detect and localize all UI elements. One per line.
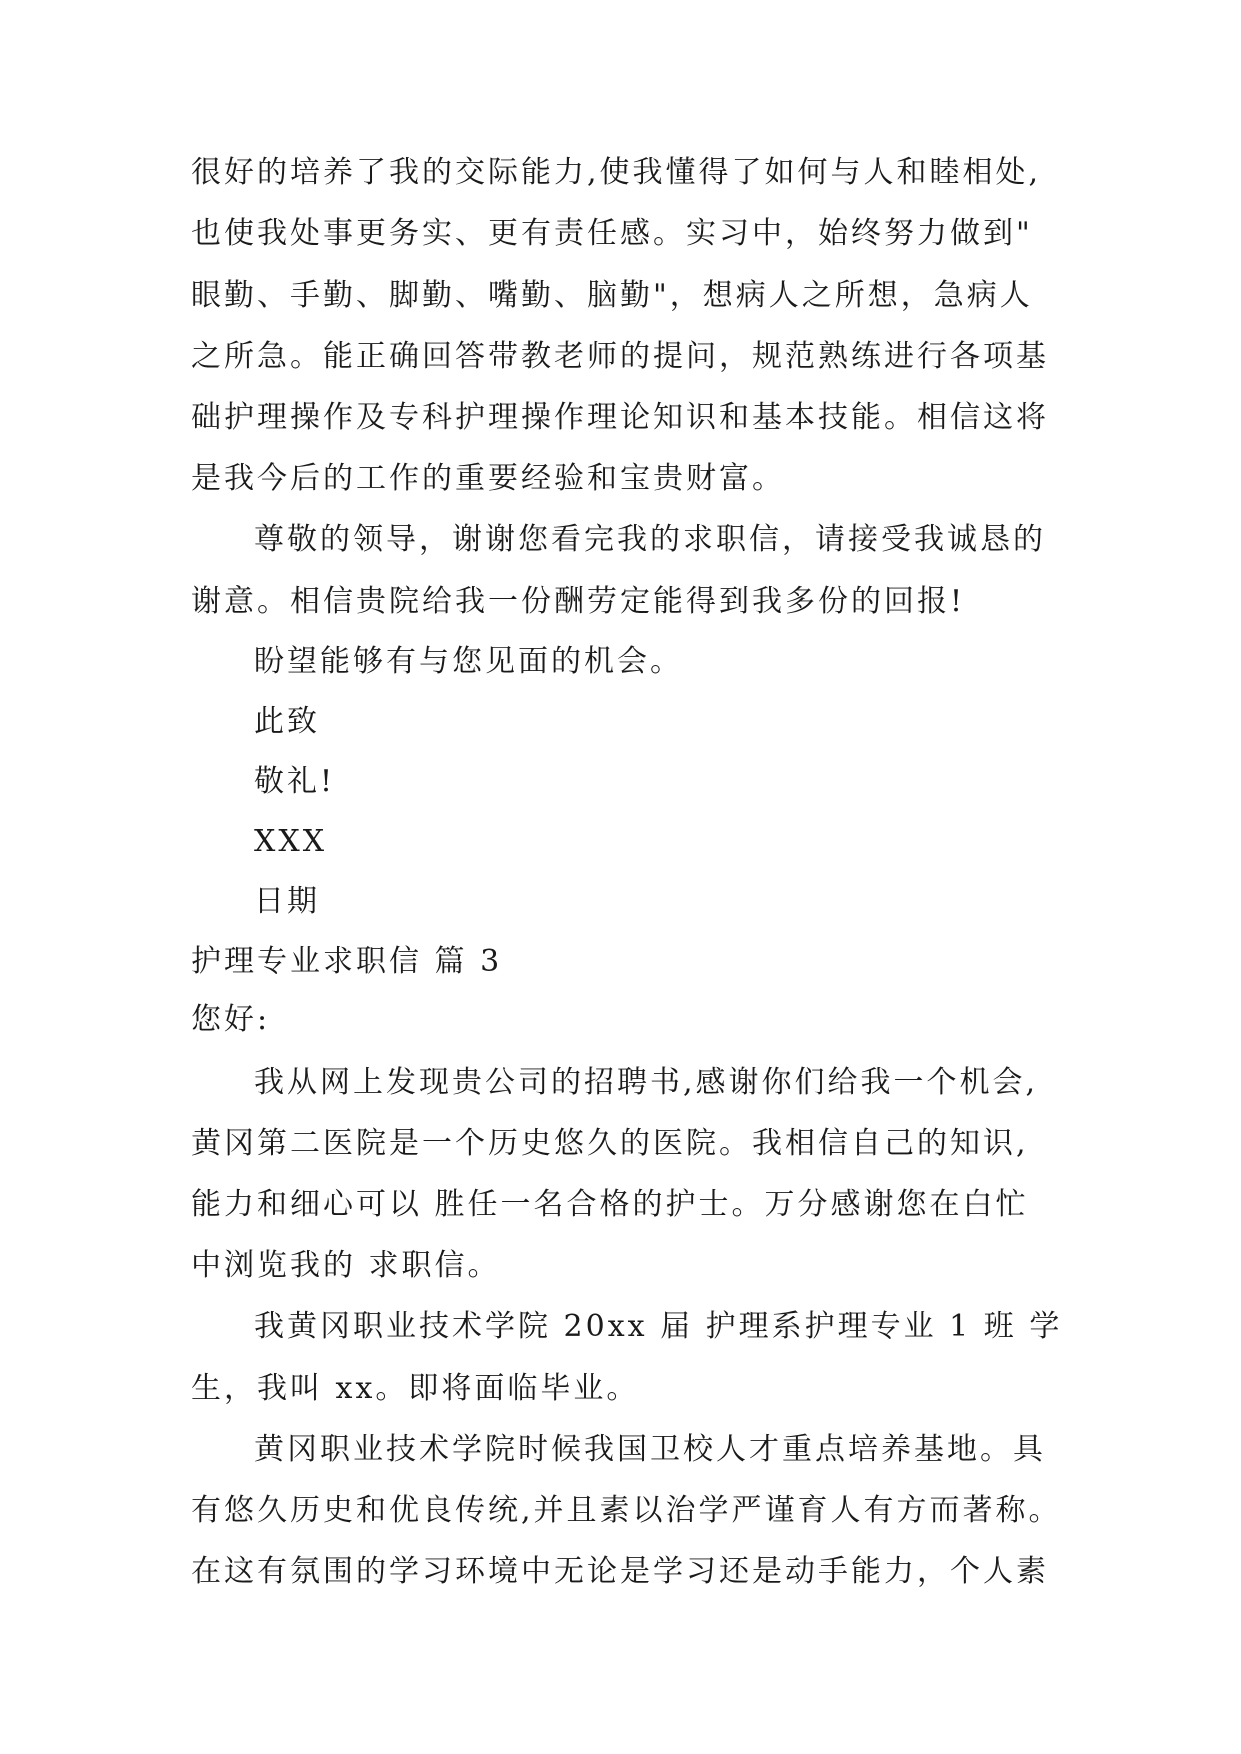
text-line: 尊敬的领导，谢谢您看完我的求职信，请接受我诚恳的	[254, 522, 1046, 557]
closing-line: 此致	[254, 704, 320, 739]
text-line: 我黄冈职业技术学院 20xx 届 护理系护理专业 1 班 学	[254, 1309, 1063, 1344]
text-line: 黄冈职业技术学院时候我国卫校人才重点培养基地。具	[254, 1432, 1046, 1467]
text-line: 盼望能够有与您见面的机会。	[254, 644, 683, 679]
section-heading: 护理专业求职信 篇 3	[191, 944, 503, 979]
text-line: 能力和细心可以 胜任一名合格的护士。万分感谢您在白忙	[191, 1187, 1029, 1222]
text-line: 是我今后的工作的重要经验和宝贵财富。	[191, 461, 785, 496]
text-line: 谢意。相信贵院给我一份酬劳定能得到我多份的回报!	[191, 584, 966, 619]
text-line: 在这有氛围的学习环境中无论是学习还是动手能力，个人素	[191, 1554, 1049, 1589]
text-line: 眼勤、手勤、脚勤、嘴勤、脑勤"，想病人之所想，急病人	[191, 278, 1033, 313]
text-line: 础护理操作及专科护理操作理论知识和基本技能。相信这将	[191, 400, 1049, 435]
text-line: 黄冈第二医院是一个历史悠久的医院。我相信自己的知识,	[191, 1126, 1029, 1161]
text-line: 生，我叫 xx。即将面临毕业。	[191, 1371, 640, 1406]
text-line: 有悠久历史和优良传统,并且素以治学严谨育人有方而著称。	[191, 1493, 1062, 1528]
closing-line: 敬礼!	[254, 764, 336, 799]
text-line: 也使我处事更务实、更有责任感。实习中，始终努力做到"	[191, 216, 1033, 251]
signature-line: XXX	[254, 824, 328, 859]
text-line: 我从网上发现贵公司的招聘书,感谢你们给我一个机会,	[254, 1065, 1039, 1100]
text-line: 之所急。能正确回答带教老师的提问，规范熟练进行各项基	[191, 339, 1049, 374]
greeting-line: 您好:	[191, 1002, 271, 1037]
date-line: 日期	[254, 884, 320, 919]
text-line: 很好的培养了我的交际能力,使我懂得了如何与人和睦相处,	[191, 155, 1042, 190]
text-line: 中浏览我的 求职信。	[191, 1248, 501, 1283]
